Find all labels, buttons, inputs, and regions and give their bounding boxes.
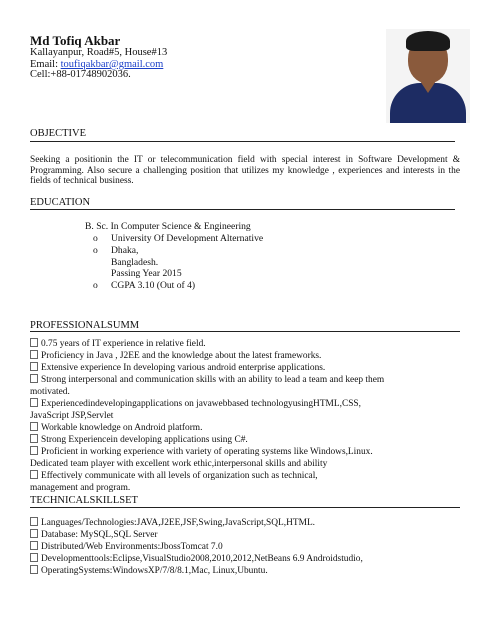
checkbox-bullet-icon	[30, 553, 38, 562]
list-item: Developmenttools:Eclipse,VisualStudio2008,2010,2012,NetBeans 6.9 Androidstudio,	[30, 553, 470, 565]
edu-item	[95, 245, 138, 257]
edu-item	[95, 233, 263, 245]
checkbox-bullet-icon	[30, 422, 38, 431]
list-item: 0.75 years of IT experience in relative field.	[30, 338, 470, 350]
list-item-continued: JavaScript JSP,Servlet	[30, 411, 114, 421]
list-item-continued: motivated.	[30, 387, 70, 397]
checkbox-bullet-icon	[30, 470, 38, 479]
section-divider	[30, 507, 460, 508]
list-item: Languages/Technologies:JAVA,J2EE,JSF,Swing,JavaScript,SQL,HTML.	[30, 517, 470, 529]
section-divider	[30, 331, 460, 332]
bullet-icon: o	[93, 280, 98, 291]
list-item: Proficiency in Java , J2EE and the knowledge about the latest frameworks.	[30, 350, 470, 362]
list-item: Distributed/Web Environments:JbossTomcat 7.0	[30, 541, 470, 553]
degree: B. Sc. In Computer Science & Engineering	[85, 221, 251, 232]
objective-text: Seeking a positionin the IT or telecommunication field with special interest in Software Development & Programming. Also secure a challenging position that utilizes my knowledge , experiences and interests in the fields of technical business.	[30, 155, 460, 186]
checkbox-bullet-icon	[30, 350, 38, 359]
address: Kallayanpur, Road#5, House#13	[30, 47, 168, 58]
list-item: Extensive experience In developing various android enterprise applications.	[30, 362, 470, 374]
checkbox-bullet-icon	[30, 446, 38, 455]
list-item: Strong Experiencein developing applications using C#.	[30, 434, 470, 446]
technical-list	[30, 517, 470, 577]
section-divider	[30, 209, 455, 210]
checkbox-bullet-icon	[30, 338, 38, 347]
cell-number: Cell:+88-01748902036.	[30, 69, 131, 80]
edu-item-text: Passing Year 2015	[111, 268, 182, 279]
candidate-name: Md Tofiq Akbar	[30, 33, 121, 48]
checkbox-bullet-icon	[30, 374, 38, 383]
checkbox-bullet-icon	[30, 529, 38, 538]
bullet-icon: o	[93, 233, 98, 244]
list-item: OperatingSystems:WindowsXP/7/8/8.1,Mac, Linux,Ubuntu.	[30, 565, 470, 577]
list-item-continued: Dedicated team player with excellent work ethic,interpersonal skills and ability	[30, 459, 328, 469]
list-item-continued: management and program.	[30, 483, 131, 493]
professional-list	[30, 338, 470, 494]
section-divider	[30, 141, 455, 142]
checkbox-bullet-icon	[30, 398, 38, 407]
bullet-icon: o	[93, 245, 98, 256]
list-item: Workable knowledge on Android platform.	[30, 422, 470, 434]
list-item: Proficient in working experience with variety of operating systems like Windows,Linux.	[30, 446, 470, 458]
edu-item	[95, 280, 195, 292]
checkbox-bullet-icon	[30, 541, 38, 550]
checkbox-bullet-icon	[30, 565, 38, 574]
edu-item-text: Dhaka,	[111, 245, 139, 256]
education-title: EDUCATION	[30, 197, 91, 208]
technical-title: TECHNICALSKILLSET	[30, 495, 138, 506]
edu-item-text: Bangladesh.	[111, 257, 159, 268]
list-item: Strong interpersonal and communication skills with an ability to lead a team and keep them	[30, 374, 470, 386]
email-link[interactable]: toufiqakbar@gmail.com	[60, 59, 164, 70]
professional-title: PROFESSIONALSUMM	[30, 320, 140, 331]
edu-item-continued	[95, 268, 182, 280]
objective-title: OBJECTIVE	[30, 128, 86, 139]
edu-item-text: CGPA 3.10 (Out of 4)	[111, 280, 196, 291]
edu-item-text: University Of Development Alternative	[111, 233, 264, 244]
list-item: Experiencedindevelopingapplications on javawebbased technologyusingHTML,CSS,	[30, 398, 470, 410]
list-item: Database: MySQL,SQL Server	[30, 529, 470, 541]
checkbox-bullet-icon	[30, 517, 38, 526]
email-label: Email:	[30, 59, 58, 70]
checkbox-bullet-icon	[30, 362, 38, 371]
checkbox-bullet-icon	[30, 434, 38, 443]
list-item: Effectively communicate with all levels of organization such as technical,	[30, 470, 470, 482]
profile-photo	[386, 29, 470, 123]
